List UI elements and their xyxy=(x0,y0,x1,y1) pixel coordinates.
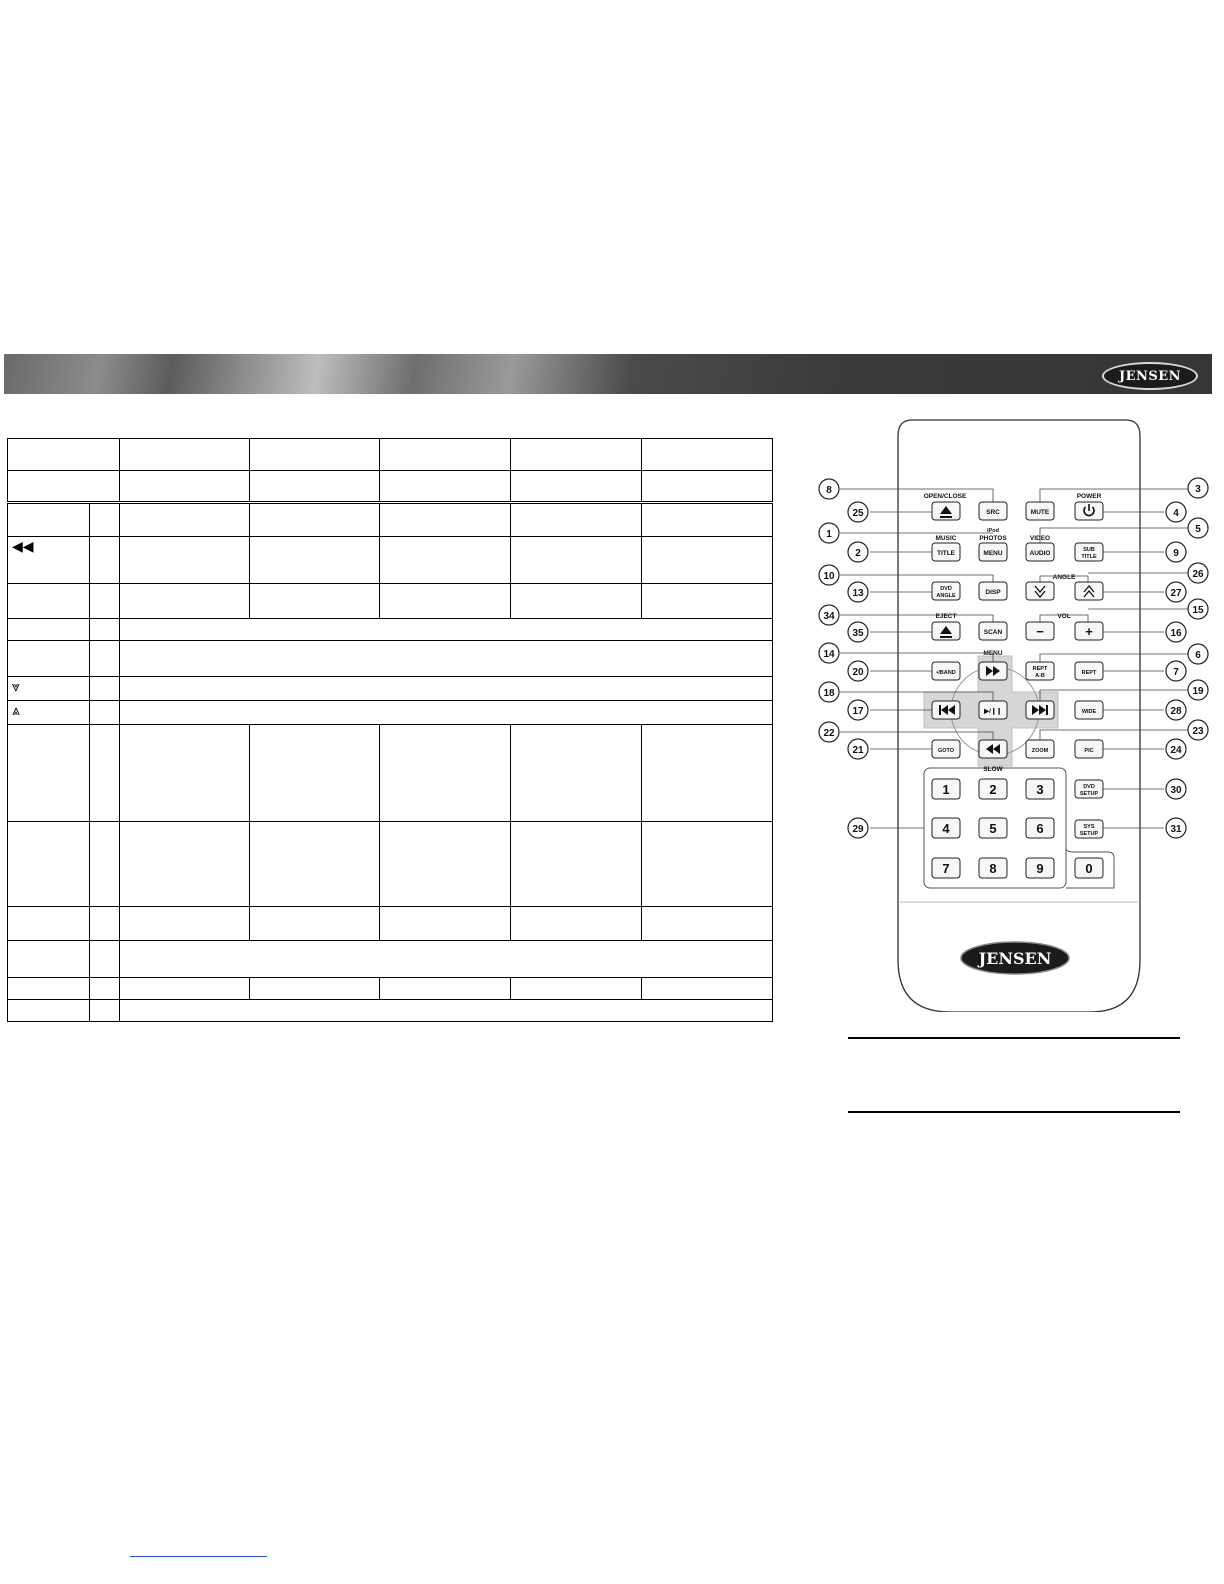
callout-22 xyxy=(819,722,839,742)
logo-text: JENSEN xyxy=(1118,368,1182,384)
angle-up-button[interactable] xyxy=(1075,582,1103,600)
title-label: TITLE xyxy=(936,550,956,557)
next-track-button[interactable] xyxy=(1026,701,1054,719)
wide-button[interactable] xyxy=(1075,701,1103,719)
svg-text:16: 16 xyxy=(1170,628,1182,639)
table-row xyxy=(8,584,773,619)
callout-29 xyxy=(848,818,868,838)
svg-text:30: 30 xyxy=(1170,785,1182,796)
scan-button[interactable] xyxy=(979,622,1007,640)
table-row xyxy=(8,619,773,641)
callout-6 xyxy=(1188,644,1208,664)
number-7-button[interactable] xyxy=(932,858,960,878)
table-row xyxy=(8,537,773,584)
callout-21 xyxy=(848,739,868,759)
vol-plus-button[interactable] xyxy=(1075,622,1103,640)
callout-34 xyxy=(819,605,839,625)
callout-13 xyxy=(848,582,868,602)
title-button[interactable] xyxy=(932,543,960,561)
sys-setup-label-1: SYS xyxy=(1083,824,1095,830)
play-pause-icon: ▶/❙❙ xyxy=(984,708,1002,715)
svg-text:20: 20 xyxy=(852,667,864,678)
dvd-angle-button[interactable] xyxy=(932,582,960,600)
subtitle-label: TITLE xyxy=(1081,554,1097,560)
table-row xyxy=(8,1000,773,1022)
label-ipod: iPod xyxy=(987,528,999,534)
label-angle: ANGLE xyxy=(1052,574,1076,581)
header-banner xyxy=(4,354,1212,394)
rept-ab-label-2: A-B xyxy=(1035,673,1045,679)
n1-label: 1 xyxy=(942,782,950,797)
note-rule-bottom xyxy=(848,1111,1180,1113)
svg-text:14: 14 xyxy=(823,649,835,660)
svg-text:2: 2 xyxy=(855,548,861,559)
n2-label: 2 xyxy=(989,782,997,797)
sys-setup-label-2: SETUP xyxy=(1079,831,1099,837)
callout-31 xyxy=(1166,818,1186,838)
n9-label: 9 xyxy=(1036,861,1044,876)
callout-27 xyxy=(1166,582,1186,602)
dvd-setup-label-1: DVD xyxy=(1083,784,1095,790)
label-slow: SLOW xyxy=(983,766,1003,773)
n4-label: 4 xyxy=(942,821,950,836)
disp-button[interactable] xyxy=(979,582,1007,600)
callout-30 xyxy=(1166,779,1186,799)
callout-14 xyxy=(819,643,839,663)
callout-1 xyxy=(819,523,839,543)
src-label: SRC xyxy=(986,509,1000,516)
n0-label: 0 xyxy=(1085,861,1093,876)
svg-text:4: 4 xyxy=(1173,508,1179,519)
angle-up-icon: ⩓ xyxy=(12,702,20,718)
rept-ab-label-1: REPT xyxy=(1032,666,1048,672)
svg-text:31: 31 xyxy=(1170,824,1182,835)
table-row xyxy=(8,503,773,537)
label-photos: PHOTOS xyxy=(979,535,1007,542)
callout-19 xyxy=(1188,680,1208,700)
n8-label: 8 xyxy=(989,861,997,876)
svg-text:19: 19 xyxy=(1192,686,1204,697)
callout-17 xyxy=(848,700,868,720)
scan-label: SCAN xyxy=(983,629,1003,636)
audio-button[interactable] xyxy=(1026,543,1054,561)
label-video: VIDEO xyxy=(1029,535,1051,542)
callout-2 xyxy=(848,542,868,562)
svg-text:13: 13 xyxy=(852,588,864,599)
jensen-logo xyxy=(1102,362,1198,390)
callout-28 xyxy=(1166,700,1186,720)
svg-text:18: 18 xyxy=(823,688,835,699)
eject-button[interactable] xyxy=(932,622,960,640)
mute-button[interactable] xyxy=(1026,502,1054,520)
svg-text:29: 29 xyxy=(852,824,864,835)
angle-label: ANGLE xyxy=(936,593,956,599)
audio-label: AUDIO xyxy=(1029,550,1051,557)
label-vol: VOL xyxy=(1057,613,1071,620)
number-9-button[interactable] xyxy=(1026,858,1054,878)
label-menu: MENU xyxy=(983,650,1003,657)
number-1-button[interactable] xyxy=(932,779,960,799)
svg-text:9: 9 xyxy=(1173,548,1179,559)
label-music: MUSIC xyxy=(935,535,957,542)
rept-ab-button[interactable] xyxy=(1026,662,1054,680)
callout-8 xyxy=(819,479,839,499)
svg-text:6: 6 xyxy=(1195,650,1201,661)
band-label: •/BAND xyxy=(936,670,956,676)
number-5-button[interactable] xyxy=(979,818,1007,838)
table-row xyxy=(8,978,773,1000)
svg-text:5: 5 xyxy=(1195,524,1201,535)
sub-label: SUB xyxy=(1083,547,1095,553)
n5-label: 5 xyxy=(989,821,997,836)
svg-text:22: 22 xyxy=(823,728,835,739)
svg-text:24: 24 xyxy=(1170,745,1182,756)
table-row xyxy=(8,822,773,907)
dvd-label: DVD xyxy=(940,586,952,592)
callout-35 xyxy=(848,622,868,642)
plus-label: + xyxy=(1085,624,1093,639)
svg-text:26: 26 xyxy=(1192,569,1204,580)
svg-text:3: 3 xyxy=(1195,484,1201,495)
callout-5 xyxy=(1188,518,1208,538)
zoom-label: ZOOM xyxy=(1031,748,1049,754)
dvd-setup-button[interactable] xyxy=(1075,780,1103,798)
rept-button[interactable] xyxy=(1075,662,1103,680)
table-row xyxy=(8,907,773,941)
svg-text:7: 7 xyxy=(1173,667,1179,678)
pic-button[interactable] xyxy=(1075,740,1103,758)
label-open-close: OPEN/CLOSE xyxy=(923,493,967,500)
svg-text:25: 25 xyxy=(852,508,864,519)
power-button[interactable] xyxy=(1075,502,1103,520)
rewind-button[interactable] xyxy=(979,740,1007,758)
remote-brand-text: JENSEN xyxy=(978,949,1052,968)
table-row xyxy=(8,941,773,978)
table-header-row xyxy=(8,471,773,503)
table-row xyxy=(8,677,773,701)
remote-functions-table xyxy=(7,438,773,1022)
table-header-row xyxy=(8,439,773,471)
wide-label: WIDE xyxy=(1081,709,1097,715)
menu-button[interactable] xyxy=(979,543,1007,561)
eject-open-close-button[interactable] xyxy=(932,502,960,520)
svg-text:21: 21 xyxy=(852,745,864,756)
number-6-button[interactable] xyxy=(1026,818,1054,838)
fast-forward-button[interactable] xyxy=(979,662,1007,680)
number-4-button[interactable] xyxy=(932,818,960,838)
note-rule-top xyxy=(848,1037,1180,1039)
play-pause-button[interactable] xyxy=(979,701,1007,719)
vol-minus-button[interactable] xyxy=(1026,622,1054,640)
svg-text:34: 34 xyxy=(823,611,835,622)
remote-brand-logo xyxy=(961,942,1069,974)
callout-20 xyxy=(848,661,868,681)
table-row xyxy=(8,701,773,725)
goto-button[interactable] xyxy=(932,740,960,758)
svg-text:28: 28 xyxy=(1170,706,1182,717)
callout-24 xyxy=(1166,739,1186,759)
callout-4 xyxy=(1166,502,1186,522)
callout-7 xyxy=(1166,661,1186,681)
svg-text:35: 35 xyxy=(852,628,864,639)
svg-text:8: 8 xyxy=(826,485,832,496)
n3-label: 3 xyxy=(1036,782,1044,797)
footer-link[interactable] xyxy=(130,1556,267,1557)
n6-label: 6 xyxy=(1036,821,1044,836)
disp-label: DISP xyxy=(985,589,1001,596)
table-row xyxy=(8,641,773,677)
goto-label: GOTO xyxy=(937,748,955,754)
callout-26 xyxy=(1188,563,1208,583)
mute-label: MUTE xyxy=(1030,509,1050,516)
callout-16 xyxy=(1166,622,1186,642)
sys-setup-button[interactable] xyxy=(1075,820,1103,838)
angle-down-button[interactable] xyxy=(1026,582,1054,600)
src-button[interactable] xyxy=(979,502,1007,520)
zoom-button[interactable] xyxy=(1026,740,1054,758)
band-button[interactable] xyxy=(932,662,960,680)
callout-18 xyxy=(819,682,839,702)
menu-label: MENU xyxy=(983,550,1003,557)
svg-text:1: 1 xyxy=(826,529,832,540)
svg-text:10: 10 xyxy=(823,571,835,582)
svg-text:27: 27 xyxy=(1170,588,1182,599)
subtitle-button[interactable] xyxy=(1075,543,1103,561)
svg-text:17: 17 xyxy=(852,706,864,717)
callout-3 xyxy=(1188,478,1208,498)
svg-text:15: 15 xyxy=(1192,605,1204,616)
number-3-button[interactable] xyxy=(1026,779,1054,799)
callout-25 xyxy=(848,502,868,522)
n7-label: 7 xyxy=(942,861,950,876)
label-power: POWER xyxy=(1076,493,1102,500)
number-8-button[interactable] xyxy=(979,858,1007,878)
angle-down-icon: ⩔ xyxy=(12,678,20,694)
remote-control-diagram xyxy=(812,412,1217,1012)
minus-label: − xyxy=(1036,624,1044,639)
rept-label: REPT xyxy=(1081,670,1097,676)
rewind-icon: ◀◀ xyxy=(12,538,34,554)
number-2-button[interactable] xyxy=(979,779,1007,799)
svg-text:23: 23 xyxy=(1192,726,1204,737)
pic-label: PIC xyxy=(1084,748,1094,754)
callout-10 xyxy=(819,565,839,585)
label-eject: EJECT xyxy=(935,613,957,620)
prev-track-button[interactable] xyxy=(932,701,960,719)
number-0-button[interactable] xyxy=(1075,858,1103,878)
callout-23 xyxy=(1188,720,1208,740)
dvd-setup-label-2: SETUP xyxy=(1079,791,1099,797)
callout-9 xyxy=(1166,542,1186,562)
table-row xyxy=(8,725,773,822)
callout-15 xyxy=(1188,599,1208,619)
